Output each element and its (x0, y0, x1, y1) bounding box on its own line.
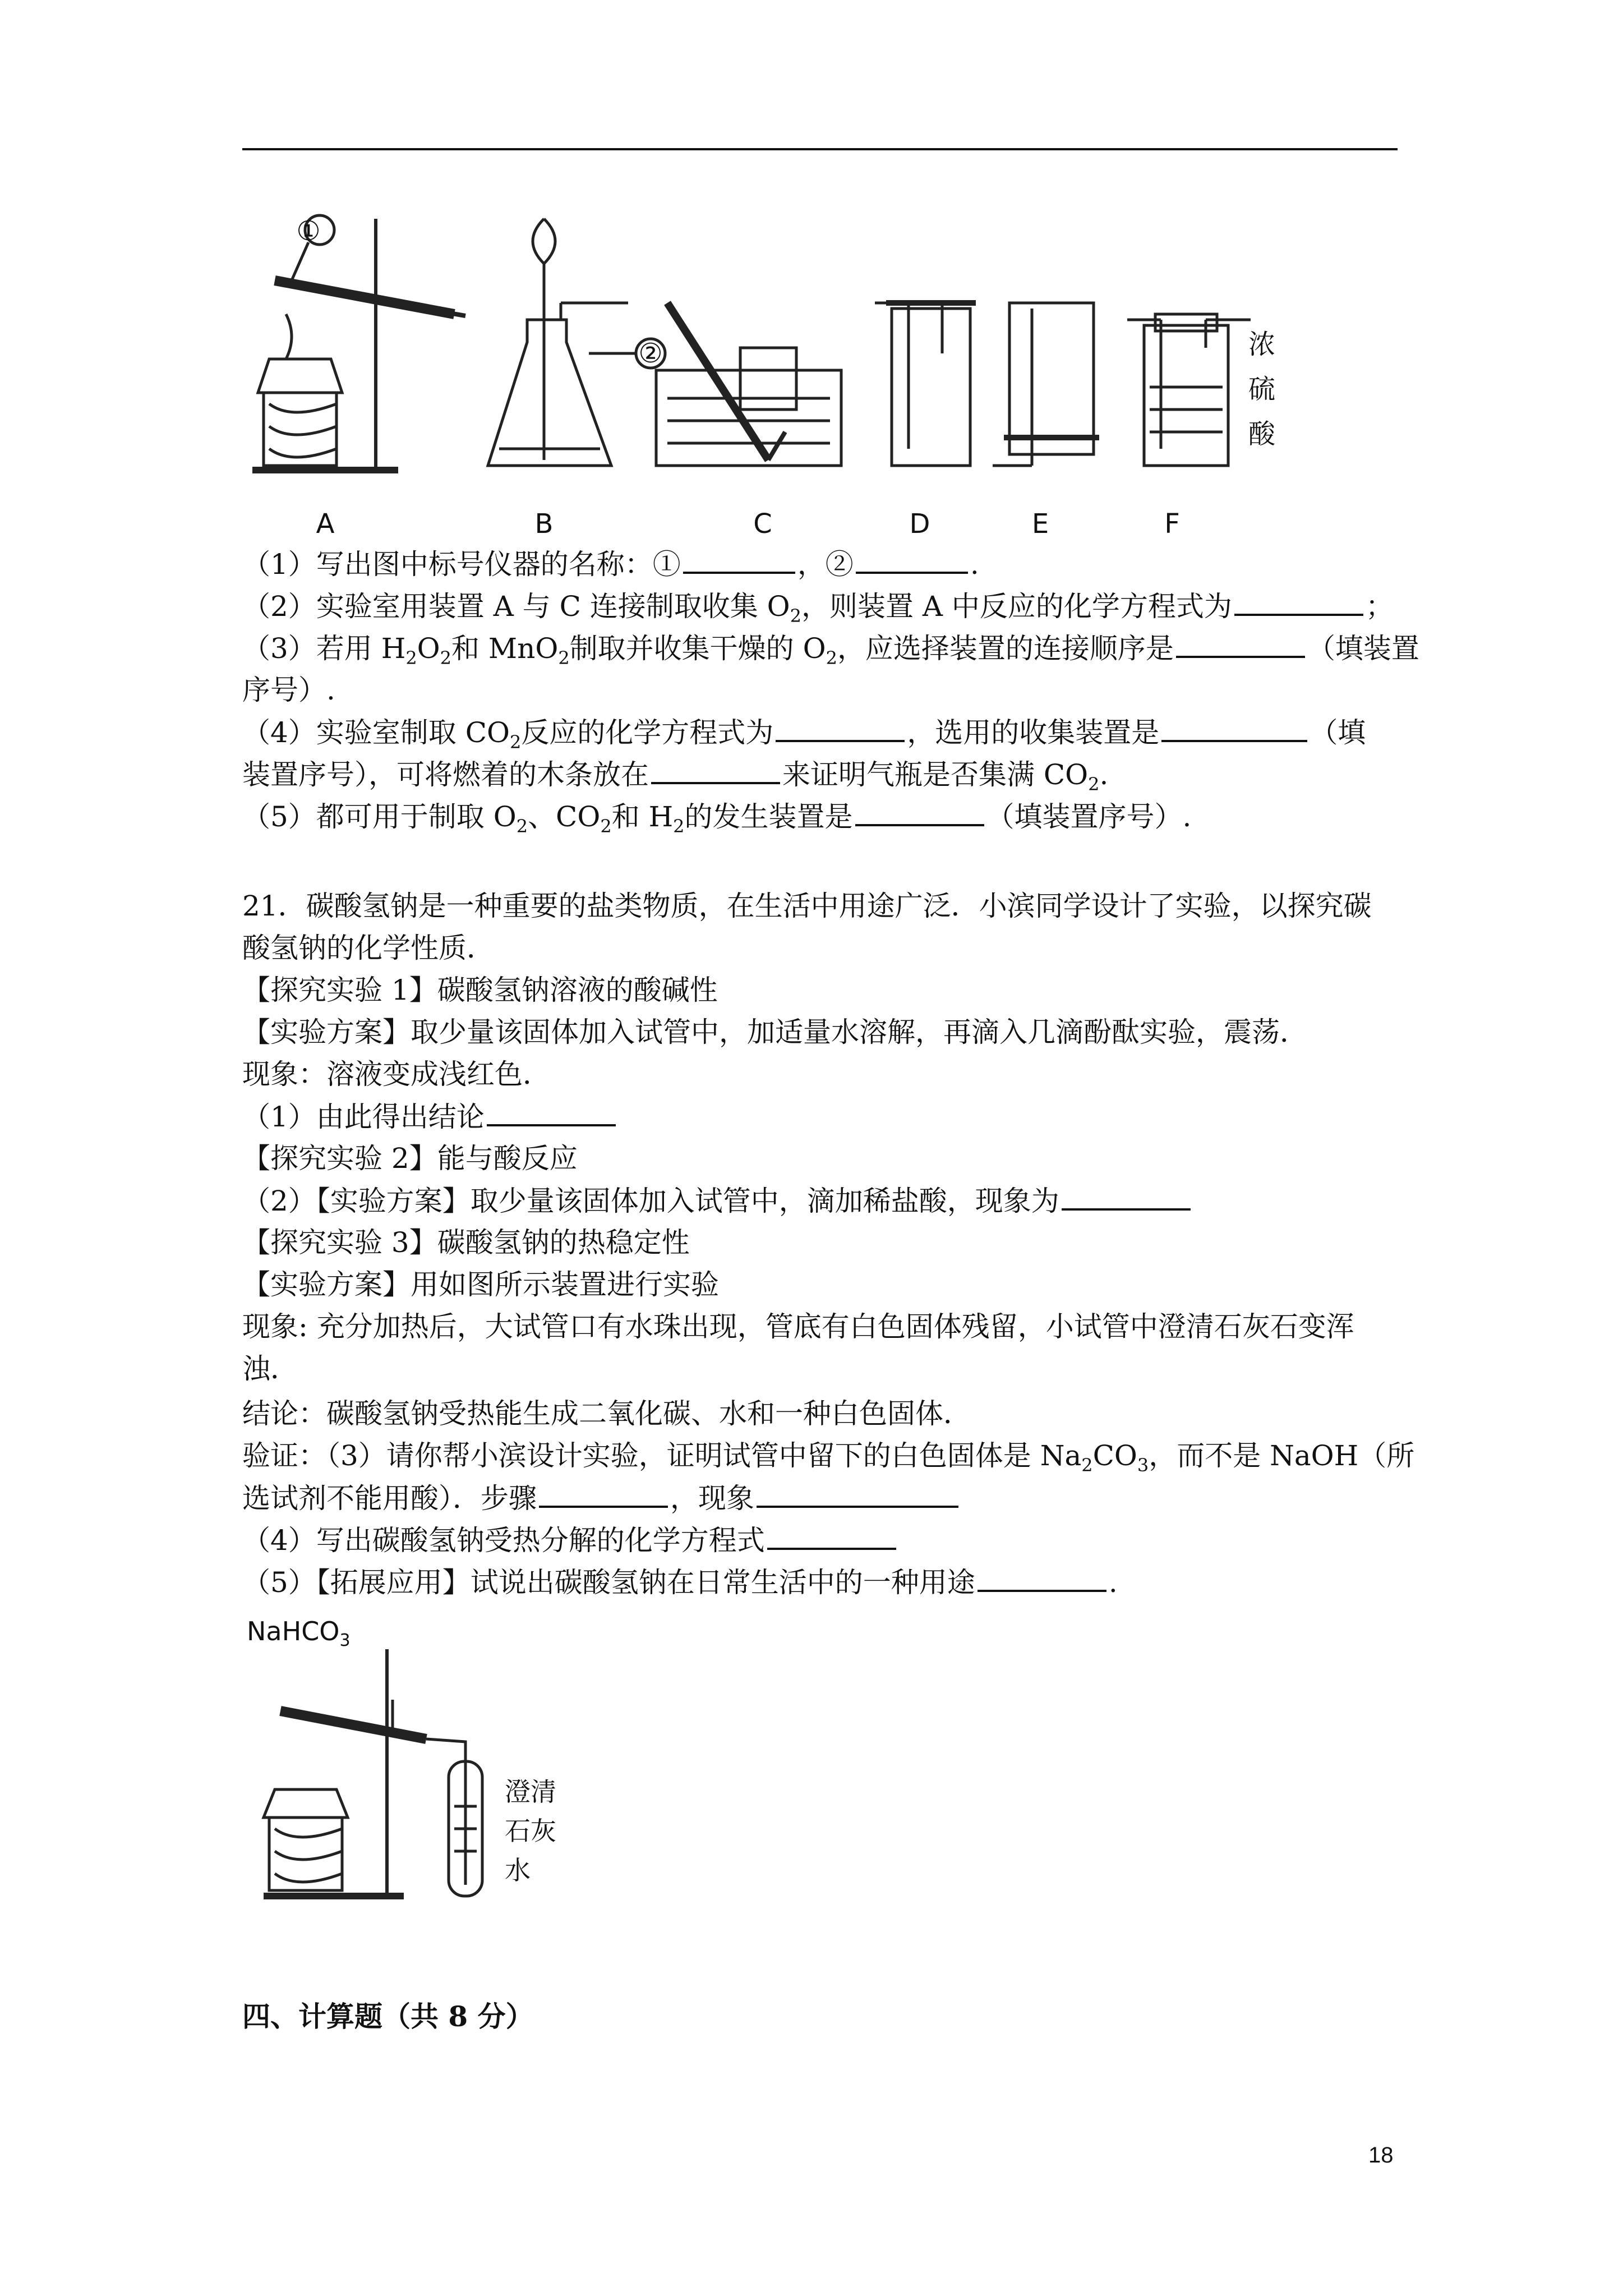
q21-verify-2: 选试剂不能用酸）．步骤 ，现象 (242, 1481, 961, 1515)
answer-blank[interactable] (1234, 589, 1363, 616)
heating-apparatus-figure (241, 1616, 589, 1907)
q21-verify: 验证：（3）请你帮小滨设计实验，证明试管中留下的白色固体是 $Na_2CO_3$，而不是 NaOH（所 (242, 1439, 1415, 1476)
q21-intro-1: 21．碳酸氢钠是一种重要的盐类物质，在生活中用途广泛．小滨同学设计了实验，以探究碳 (242, 890, 1372, 922)
acid-label-2: 硫 (1248, 374, 1276, 405)
q21-intro-2: 酸氢钠的化学性质． (242, 932, 495, 964)
reagent-label: NaHCO$_3$ (247, 1616, 351, 1650)
answer-blank[interactable] (855, 799, 984, 826)
acid-label-1: 浓 (1248, 329, 1276, 360)
limewater-label-1: 澄清 (505, 1777, 556, 1807)
q21-q4: （4）写出碳酸氢钠受热分解的化学方程式 (242, 1523, 898, 1557)
apparatus-E (993, 303, 1099, 466)
q21-exp1: 【探究实验 1】碳酸氢钠溶液的酸碱性 (242, 974, 718, 1006)
q20-3b: 序号）. (242, 674, 335, 706)
answer-blank[interactable] (487, 1099, 616, 1126)
limewater-label-2: 石灰 (505, 1816, 556, 1846)
q20-4: （4）实验室制取 $CO_2$反应的化学方程式为 ，选用的收集装置是 （填 (242, 716, 1366, 753)
q21-q1: （1）由此得出结论 (242, 1099, 618, 1134)
answer-blank[interactable] (1062, 1184, 1191, 1211)
marker-2: ② (638, 338, 663, 369)
answer-blank[interactable] (776, 715, 905, 742)
q21-q2: （2）【实验方案】取少量该固体加入试管中，滴加稀盐酸，现象为 (242, 1184, 1193, 1218)
answer-blank[interactable] (978, 1565, 1106, 1592)
q20-1: （1）写出图中标号仪器的名称：① ，② . (242, 548, 979, 581)
answer-blank[interactable] (539, 1481, 668, 1508)
acid-label-3: 酸 (1248, 418, 1276, 450)
q20-5: （5）都可用于制取 $O_2$、$CO_2$和 $H_2$的发生装置是 （填装置序号）. (242, 800, 1192, 837)
limewater-label-3: 水 (505, 1855, 531, 1885)
label-A: A (316, 508, 335, 540)
q21-exp3: 【探究实验 3】碳酸氢钠的热稳定性 (242, 1226, 690, 1259)
label-E: E (1031, 508, 1049, 540)
apparatus-figure (241, 208, 1307, 544)
apparatus-D (875, 303, 976, 466)
page-number: 18 (1368, 2143, 1394, 2168)
label-D: D (909, 508, 930, 540)
label-F: F (1164, 508, 1180, 540)
marker-1: ① (296, 215, 321, 247)
answer-blank[interactable] (651, 757, 780, 784)
label-B: B (534, 508, 554, 540)
q21-plan3: 【实验方案】用如图所示装置进行实验 (242, 1268, 719, 1301)
answer-blank[interactable] (856, 547, 968, 574)
apparatus-A (252, 215, 465, 470)
apparatus-C (656, 303, 841, 466)
q20-3: （3）若用 $H_2O_2$和 MnO$_2$制取并收集干燥的 $O_2$，应选择装置的连接顺序是 （填装置 (242, 632, 1419, 669)
q20-2: （2）实验室用装置 A 与 C 连接制取收集 $O_2$，则装置 A 中反应的化学方程式为 ； (242, 590, 1394, 627)
answer-blank[interactable] (767, 1523, 896, 1550)
q21-phen1: 现象：溶液变成浅红色． (242, 1058, 551, 1091)
q20-4b: 装置序号），可将燃着的木条放在 来证明气瓶是否集满 $CO_2$. (242, 758, 1109, 795)
q21-exp2: 【探究实验 2】能与酸反应 (242, 1142, 578, 1175)
answer-blank[interactable] (683, 547, 795, 574)
answer-blank[interactable] (757, 1481, 958, 1508)
section-4-heading: 四、计算题（共 8 分） (242, 2000, 534, 2033)
q21-phen3b: 浊． (242, 1352, 298, 1385)
q21-phen3a: 现象: 充分加热后，大试管口有水珠出现，管底有白色固体残留，小试管中澄清石灰石变浑 (242, 1310, 1354, 1343)
header-rule (242, 148, 1398, 150)
q21-conclusion: 结论：碳酸氢钠受热能生成二氧化碳、水和一种白色固体． (242, 1397, 971, 1430)
answer-blank[interactable] (1176, 631, 1305, 658)
q21-q5: （5）【拓展应用】试说出碳酸氢钠在日常生活中的一种用途 . (242, 1566, 1118, 1599)
label-C: C (753, 508, 772, 540)
answer-blank[interactable] (1161, 715, 1307, 742)
apparatus-F (1127, 314, 1251, 466)
q21-plan1: 【实验方案】取少量该固体加入试管中，加适量水溶解，再滴入几滴酚酞实验，震荡． (242, 1016, 1308, 1048)
